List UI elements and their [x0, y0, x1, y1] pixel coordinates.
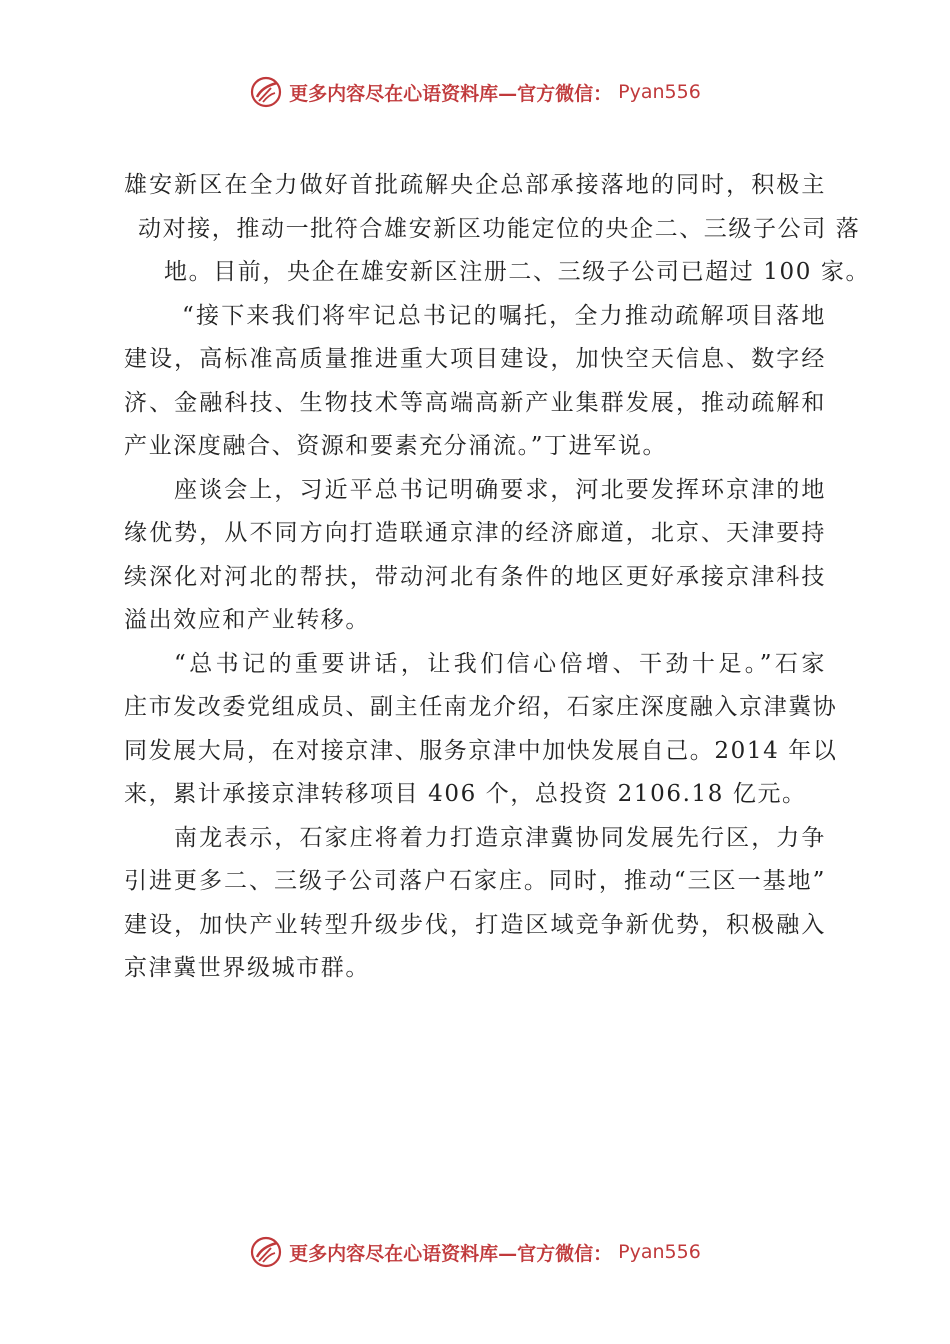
text-line: 南龙表示，石家庄将着力打造京津冀协同发展先行区，力争 [174, 824, 826, 851]
paragraph [124, 817, 826, 991]
text-line: 座谈会上，习近平总书记明确要求，河北要发挥环京津的地 [174, 476, 826, 503]
article-body [124, 164, 871, 991]
text-line: 同发展大局，在对接京津、服务京津中加快发展自己。2014 年以 [124, 737, 838, 764]
footer-watermark [0, 1232, 950, 1272]
watermark-contact: Pyan556 [618, 81, 701, 103]
paragraph [124, 295, 826, 469]
text-line: 地。目前，央企在雄安新区注册二、三级子公司已超过 100 家。 [164, 259, 871, 285]
text-line: 续深化对河北的帮扶，带动河北有条件的地区更好承接京津科技 [124, 563, 826, 590]
book-logo-icon [249, 1235, 283, 1269]
text-line: 来，累计承接京津转移项目 406 个，总投资 2106.18 亿元。 [124, 781, 807, 807]
text-line: 动对接，推动一批符合雄安新区功能定位的央企二、三级子公司 落 [138, 215, 861, 242]
text-line: 引进更多二、三级子公司落户石家庄。同时，推动“三区一基地” [124, 868, 826, 894]
paragraph [124, 164, 871, 295]
watermark-text: 更多内容尽在心语资料库—官方微信： [289, 1242, 613, 1265]
text-line: 溢出效应和产业转移。 [124, 607, 370, 633]
text-line: 雄安新区在全力做好首批疏解央企总部承接落地的同时，积极主 [124, 172, 826, 198]
text-line: 济、金融科技、生物技术等高端高新产业集群发展，推动疏解和 [124, 389, 826, 416]
text-line: “总书记的重要讲话，让我们信心倍增、干劲十足。”石家 [174, 650, 826, 677]
text-line: 建设，加快产业转型升级步伐，打造区域竞争新优势，积极融入 [124, 911, 826, 938]
text-line: “接下来我们将牢记总书记的嘱托，全力推动疏解项目落地 [182, 302, 826, 329]
book-logo-icon [249, 75, 283, 109]
paragraph [124, 643, 838, 817]
paragraph [124, 469, 826, 643]
text-line: 建设，高标准高质量推进重大项目建设，加快空天信息、数字经 [124, 346, 826, 372]
text-line: 缘优势，从不同方向打造联通京津的经济廊道，北京、天津要持 [124, 520, 826, 546]
text-line: 庄市发改委党组成员、副主任南龙介绍，石家庄深度融入京津冀协 [124, 694, 838, 720]
text-line: 京津冀世界级城市群。 [124, 955, 370, 981]
watermark-text: 更多内容尽在心语资料库—官方微信： [289, 82, 613, 105]
header-watermark [0, 72, 950, 112]
text-line: 产业深度融合、资源和要素充分涌流。”丁进军说。 [124, 433, 668, 459]
watermark-contact: Pyan556 [618, 1241, 701, 1263]
